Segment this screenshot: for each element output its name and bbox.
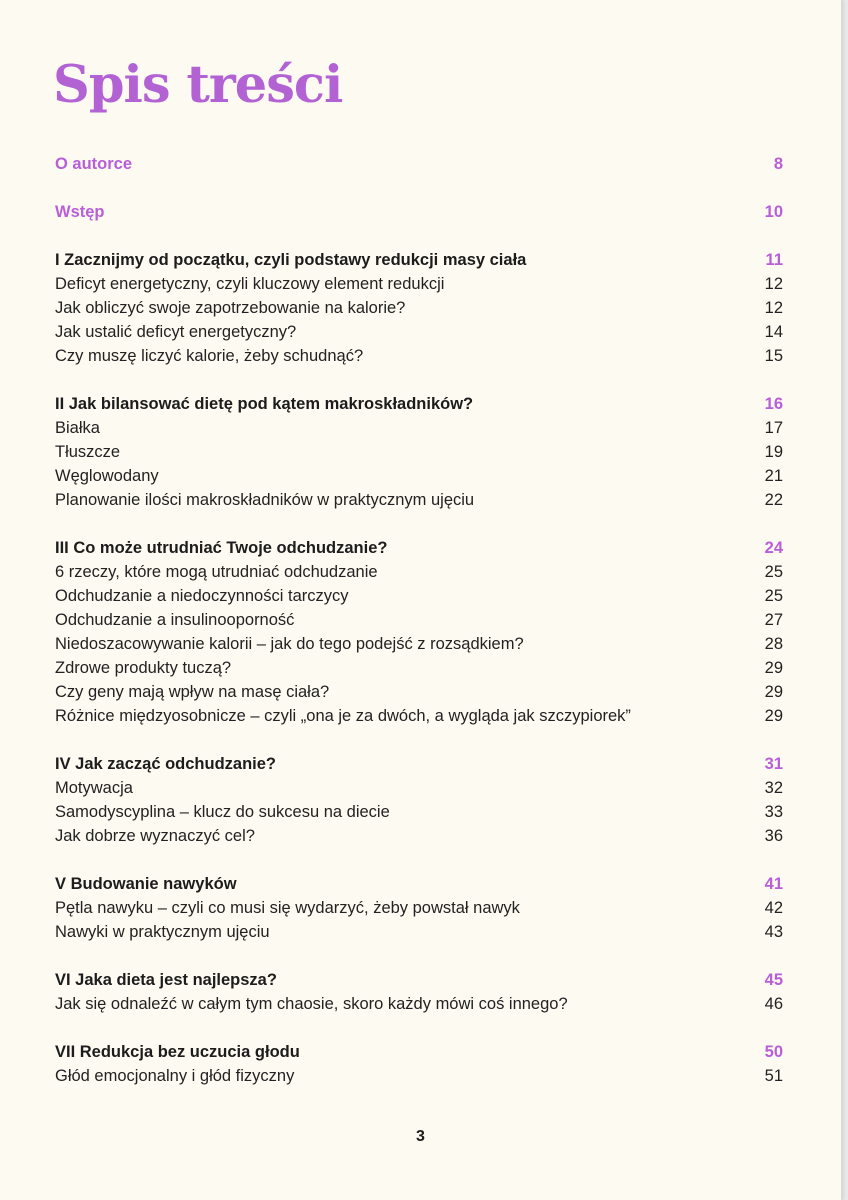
toc-subentry[interactable] [55, 680, 783, 704]
toc-entry-page: 42 [764, 899, 783, 917]
toc-entry-page: 11 [765, 251, 783, 269]
toc-entry-label: Tłuszcze [55, 443, 121, 461]
toc-entry-page: 32 [764, 779, 783, 797]
toc-entry-label: Jak się odnaleźć w całym tym chaosie, skoro każdy mówi coś innego? [55, 995, 568, 1013]
toc-entry-page: 50 [764, 1043, 783, 1061]
toc-entry-page: 45 [764, 971, 783, 989]
toc-entry-page: 16 [764, 395, 783, 413]
toc-entry-page: 27 [764, 611, 783, 629]
toc-entry-page: 29 [764, 659, 783, 677]
toc-subentry[interactable] [55, 320, 783, 344]
toc-subentry[interactable] [55, 608, 783, 632]
toc-entry-label: II Jak bilansować dietę pod kątem makroskładników? [55, 395, 474, 413]
toc-subentry[interactable] [55, 344, 783, 368]
toc-entry-label: Węglowodany [55, 467, 159, 485]
toc-subentry[interactable] [55, 272, 783, 296]
toc-entry-page: 46 [764, 995, 783, 1013]
toc-entry-label: VI Jaka dieta jest najlepsza? [55, 971, 277, 989]
toc-entry-page: 24 [764, 539, 783, 557]
toc-subentry[interactable] [55, 800, 783, 824]
toc-subentry[interactable] [55, 1064, 783, 1088]
toc-entry-page: 28 [764, 635, 783, 653]
toc-chapter [55, 248, 783, 368]
toc-chapter [55, 1040, 783, 1088]
page-number: 3 [416, 1128, 425, 1145]
toc-entry-page: 29 [764, 707, 783, 725]
toc-subentry[interactable] [55, 584, 783, 608]
toc-entry-label: 6 rzeczy, które mogą utrudniać odchudzanie [55, 563, 378, 581]
toc-section-intro [55, 152, 783, 176]
toc-chapter-heading[interactable] [55, 392, 783, 416]
toc-subentry[interactable] [55, 896, 783, 920]
toc-chapter [55, 752, 783, 848]
toc-entry-label: Jak dobrze wyznaczyć cel? [55, 827, 255, 845]
toc-subentry[interactable] [55, 296, 783, 320]
toc-entry-label: Motywacja [55, 779, 133, 797]
toc-entry-label: Odchudzanie a niedoczynności tarczycy [55, 587, 349, 605]
toc-chapter [55, 872, 783, 944]
toc-entry-label: Jak ustalić deficyt energetyczny? [55, 323, 297, 341]
toc-subentry[interactable] [55, 464, 783, 488]
toc-subentry[interactable] [55, 488, 783, 512]
toc-subentry[interactable] [55, 704, 783, 728]
toc-entry-page: 33 [764, 803, 783, 821]
toc-entry-page: 19 [764, 443, 783, 461]
toc-entry-label: O autorce [55, 155, 133, 173]
toc-entry-label: Planowanie ilości makroskładników w praktycznym ujęciu [55, 491, 475, 509]
toc-entry-page: 12 [764, 275, 783, 293]
toc-section-intro [55, 200, 783, 224]
toc-subentry[interactable] [55, 416, 783, 440]
toc-chapter-heading[interactable] [55, 872, 783, 896]
toc-entry-label: V Budowanie nawyków [55, 875, 237, 893]
toc-entry-page: 41 [764, 875, 783, 893]
toc-entry-page: 21 [764, 467, 783, 485]
toc-entry-label: Samodyscyplina – klucz do sukcesu na diecie [55, 803, 390, 821]
toc-entry-page: 15 [764, 347, 783, 365]
toc-chapter-heading[interactable] [55, 968, 783, 992]
toc-entry-label: Zdrowe produkty tuczą? [55, 659, 232, 677]
toc-entry-page: 51 [764, 1067, 783, 1085]
toc-entry-label: Niedoszacowywanie kalorii – jak do tego podejść z rozsądkiem? [55, 635, 524, 653]
toc-entry-label: IV Jak zacząć odchudzanie? [55, 755, 276, 773]
toc-entry-label: Odchudzanie a insulinooporność [55, 611, 295, 629]
toc-entry-label: Nawyki w praktycznym ujęciu [55, 923, 270, 941]
toc-subentry[interactable] [55, 776, 783, 800]
toc-subentry[interactable] [55, 920, 783, 944]
toc-chapter [55, 968, 783, 1016]
toc-entry-label: VII Redukcja bez uczucia głodu [55, 1043, 300, 1061]
toc-entry-page: 29 [764, 683, 783, 701]
toc-entry-page: 14 [764, 323, 783, 341]
toc-entry-label: I Zacznijmy od początku, czyli podstawy redukcji masy ciała [55, 251, 527, 269]
toc-chapter-heading[interactable] [55, 536, 783, 560]
toc-subentry[interactable] [55, 632, 783, 656]
toc-entry-page: 36 [764, 827, 783, 845]
toc-entry-label: Głód emocjonalny i głód fizyczny [55, 1067, 295, 1085]
toc-chapter [55, 536, 783, 728]
toc-entry-page: 25 [764, 587, 783, 605]
toc-entry-label: Czy muszę liczyć kalorie, żeby schudnąć? [55, 347, 364, 365]
toc-entry-page: 43 [764, 923, 783, 941]
toc-intro-entry[interactable] [55, 152, 783, 176]
toc-chapter-heading[interactable] [55, 752, 783, 776]
toc-entry-label: Różnice międzyosobnicze – czyli „ona je za dwóch, a wygląda jak szczypiorek” [55, 707, 631, 725]
toc-entry-label: III Co może utrudniać Twoje odchudzanie? [55, 539, 388, 557]
toc-entry-label: Jak obliczyć swoje zapotrzebowanie na kalorie? [55, 299, 406, 317]
page-title: Spis treści [53, 55, 343, 115]
toc-entry-label: Pętla nawyku – czyli co musi się wydarzyć, żeby powstał nawyk [55, 899, 520, 917]
toc-entry-page: 22 [764, 491, 783, 509]
toc-chapter-heading[interactable] [55, 248, 783, 272]
toc-entry-page: 31 [764, 755, 783, 773]
toc-entry-page: 12 [764, 299, 783, 317]
toc-subentry[interactable] [55, 440, 783, 464]
toc-intro-entry[interactable] [55, 200, 783, 224]
toc-entry-page: 10 [764, 203, 783, 221]
toc-entry-page: 25 [764, 563, 783, 581]
toc-entry-page: 17 [764, 419, 783, 437]
toc-subentry[interactable] [55, 824, 783, 848]
toc-chapter [55, 392, 783, 512]
toc-subentry[interactable] [55, 992, 783, 1016]
toc-entry-label: Wstęp [55, 203, 105, 221]
toc-chapter-heading[interactable] [55, 1040, 783, 1064]
toc-entry-page: 8 [773, 155, 783, 173]
toc-entry-label: Białka [55, 419, 100, 437]
table-of-contents [55, 152, 783, 1112]
toc-subentry[interactable] [55, 656, 783, 680]
toc-entry-label: Czy geny mają wpływ na masę ciała? [55, 683, 330, 701]
toc-entry-label: Deficyt energetyczny, czyli kluczowy element redukcji [55, 275, 445, 293]
toc-subentry[interactable] [55, 560, 783, 584]
